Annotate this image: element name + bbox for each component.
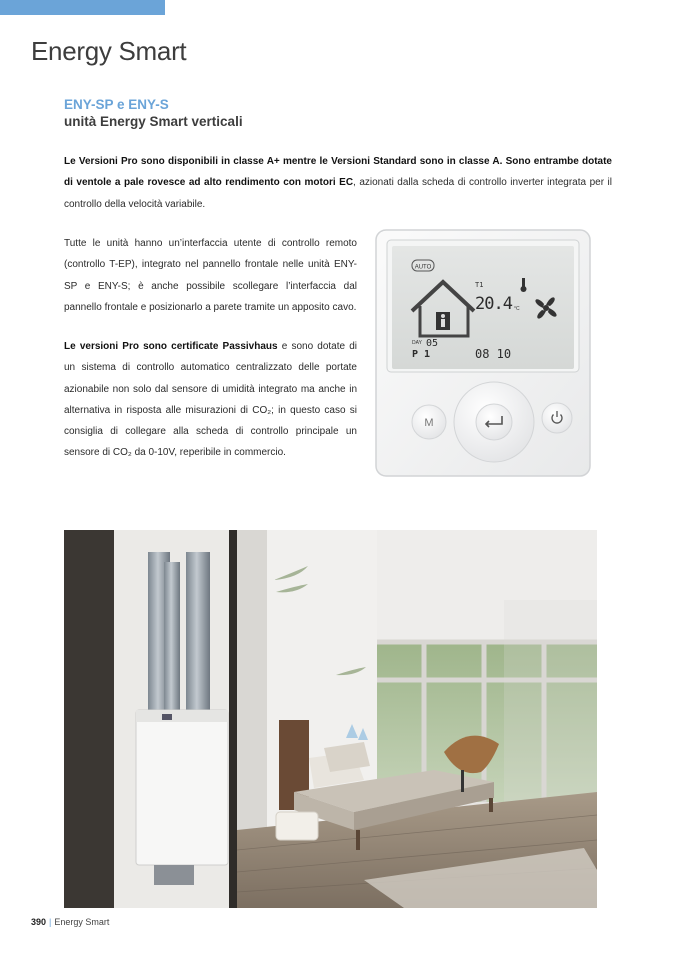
temperature-readout: 20.4 <box>475 294 512 314</box>
page-number: 390 <box>31 917 47 927</box>
page-footer <box>31 917 109 927</box>
power-button[interactable] <box>542 403 572 433</box>
clock-readout: 08 10 <box>475 347 512 361</box>
program-indicator: P 1 <box>412 349 431 360</box>
paragraph-passivhaus-bold: Le versioni Pro sono certificate Passivhaus <box>64 341 278 352</box>
paragraph-passivhaus-rest: e sono dotate di un sistema di controllo automatico centralizzato delle portate azionabile non solo dal sensore di umidità integrato ma anche in alternativa in risposta alle misurazioni di CO₂; in questo caso si consiglia di collegare alla scheda di controllo principale un sensore di CO₂ da 0-10V, reperibile in commercio. <box>64 341 358 459</box>
ottoman <box>276 812 318 840</box>
top-accent-bar <box>0 0 165 15</box>
ventilation-unit <box>136 710 228 865</box>
enter-button[interactable] <box>476 404 512 440</box>
paragraph-interface: Tutte le unità hanno un’interfaccia utente di controllo remoto (controllo T-EP), integrato nel pannello frontale nelle unità ENY-SP e ENY-S; è anche possibile scollegare l’interfaccia dal pannello frontale e posizionarlo a parete tramite un apposito cavo. <box>64 238 357 313</box>
page-title: Energy Smart <box>31 36 187 66</box>
sensor-label: T1 <box>475 281 484 289</box>
day-label: DAY <box>412 340 422 346</box>
paragraph-passivhaus <box>64 336 357 464</box>
footer-label: Energy Smart <box>54 917 110 927</box>
interior-photo <box>64 530 597 908</box>
paragraph-versions-rest: , azionati dalla scheda di controllo inverter integrata per il controllo della velocità variabile. <box>64 177 612 210</box>
controller-device-image <box>372 226 594 480</box>
section-heading <box>64 96 243 130</box>
menu-button-label: M <box>424 417 434 429</box>
duct-2 <box>164 562 180 722</box>
footer-separator: | <box>49 917 52 927</box>
section-subtitle: unità Energy Smart verticali <box>64 114 243 129</box>
day-value: 05 <box>426 338 439 349</box>
temperature-unit: °C <box>514 306 520 312</box>
auto-badge: AUTO <box>414 264 432 271</box>
paragraph-versions <box>64 151 612 215</box>
duct-3 <box>186 552 210 722</box>
paragraph-versions-bold: Le Versioni Pro sono disponibili in classe A+ mentre le Versioni Standard sono in classe A. Sono entrambe dotate di ventole a pale rovesce ad alto rendimento con motori EC <box>64 156 612 189</box>
section-title: ENY-SP e ENY-S <box>64 97 169 112</box>
